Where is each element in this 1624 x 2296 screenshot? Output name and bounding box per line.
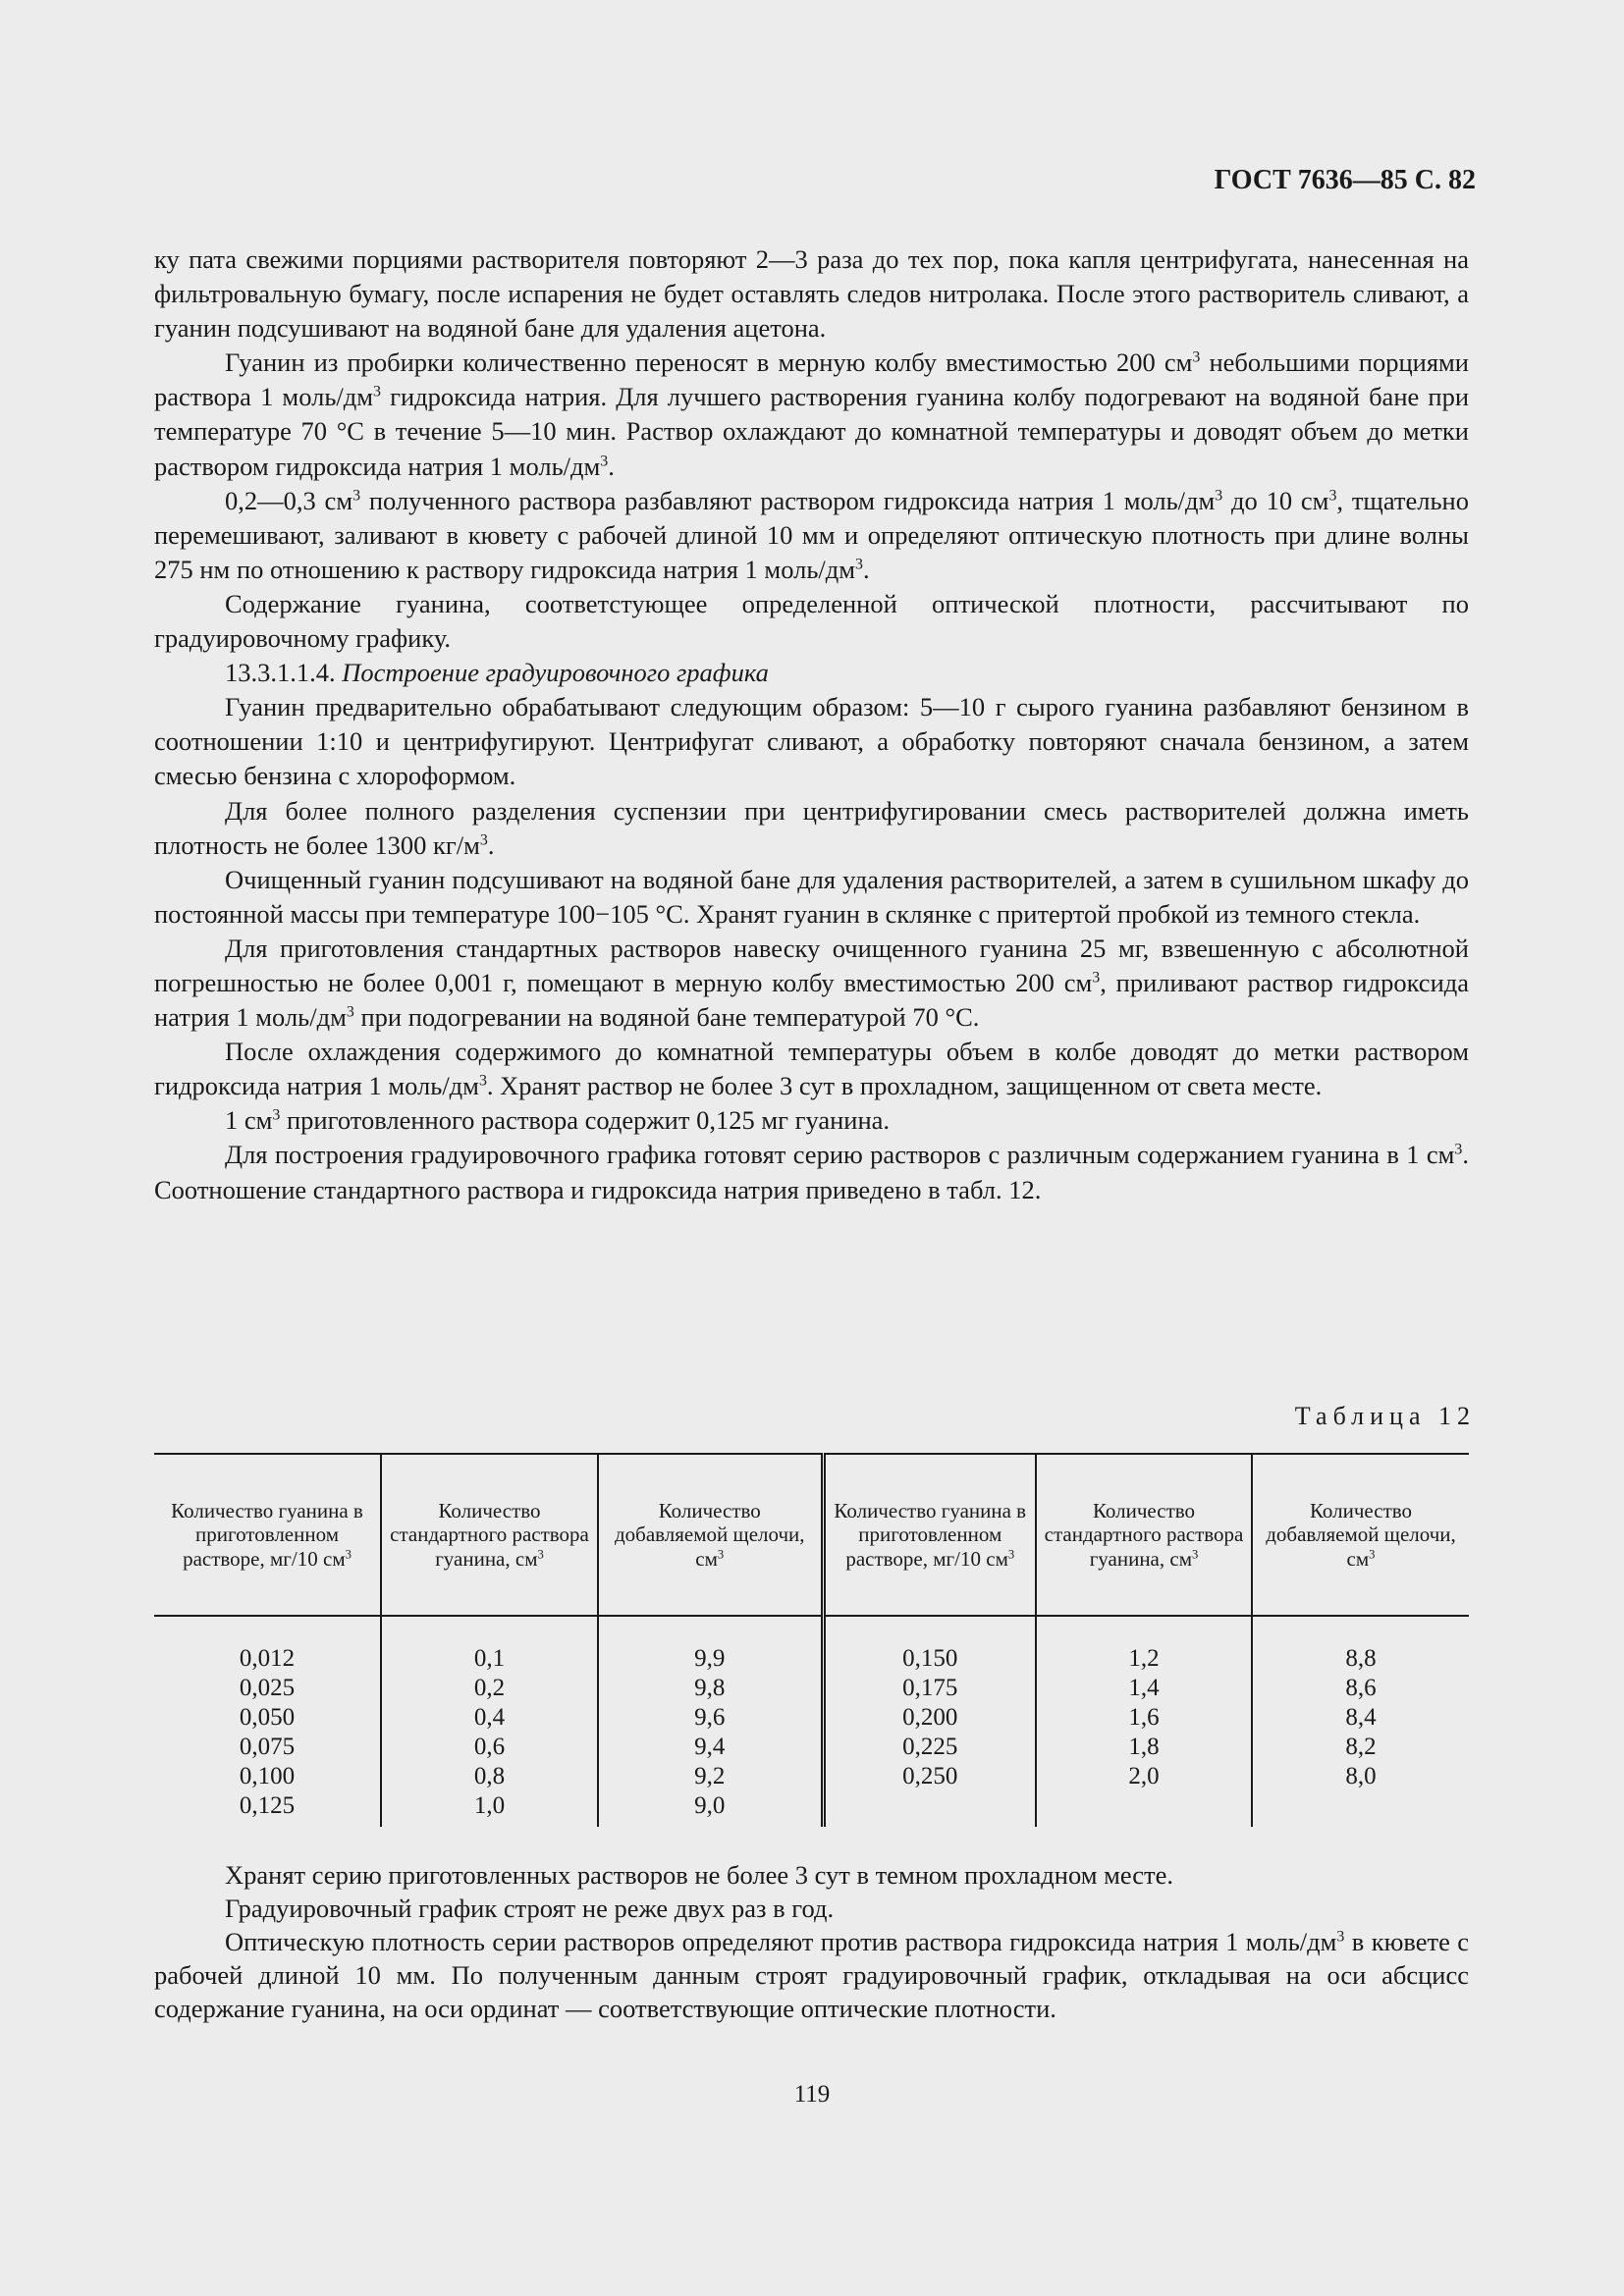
paragraph (154, 1925, 1469, 2025)
text-run: Градуировочный график строят не реже двух раз в год. (225, 1894, 835, 1923)
superscript: 3 (1192, 348, 1201, 366)
table-12 (154, 1453, 1469, 1827)
text-run: ку пата свежими порциями растворителя повторяют 2—3 раза до тех пор, пока капля центрифугата, нанесенная на фильтровальную бумагу, после испарения не будет оставлять следов нитролака. После этого растворитель сливают, а гуанин подсушивают на водяной бане для удаления ацетона. (154, 244, 1469, 344)
text-run: при подогревании на водяной бане температурой 70 °С. (353, 1002, 980, 1033)
superscript: 3 (855, 556, 863, 573)
superscript: 3 (479, 831, 488, 849)
text-run: в кювете с рабочей длиной 10 мм. По полученным данным строят градуировочный график, откладывая на оси абсцисс содержание гуанина, на оси ординат — соответствующие оптические плотности. (154, 1927, 1469, 2023)
text-run: Построение градуировочного графика (342, 658, 769, 688)
text-run: 13.3.1.1.4. (225, 658, 343, 688)
table-header-row (154, 1454, 1469, 1616)
header-cell: Количество добавляемой щелочи, $см^3$ (1252, 1454, 1469, 1616)
table-cell: 8,8 8,6 8,4 8,2 8,0 (1345, 1645, 1377, 1789)
text-run: После охлаждения содержимого до комнатной температуры объем в колбе доводят до метки раствором гидроксида натрия 1 моль/дм (154, 1037, 1469, 1101)
table-cell: 1,2 1,4 1,6 1,8 2,0 (1036, 1616, 1252, 1827)
superscript: 3 (478, 1072, 487, 1090)
paragraph (154, 1138, 1469, 1206)
text-run: Для построения градуировочного графика готовят серию растворов с различным содержанием гуанина в 1 см (225, 1140, 1455, 1170)
text-run: небольшими порциями раствора 1 моль/дм (154, 347, 1469, 412)
text-run: . (487, 829, 495, 860)
superscript: 3 (1215, 487, 1223, 505)
table-caption: Таблица 12 (1294, 1402, 1476, 1430)
table-cell: 9,9 9,8 9,6 9,4 9,2 9,0 (598, 1616, 823, 1827)
text-run: . (608, 451, 615, 481)
text-run: . Соотношение стандартного раствора и гидроксида натрия приведено в табл. 12. (154, 1140, 1469, 1204)
superscript: 3 (352, 487, 361, 505)
table-cell: 0,012 0,025 0,050 0,075 0,100 0,125 (154, 1616, 381, 1827)
paragraph (154, 794, 1469, 863)
text-run: Содержание гуанина, соответстующее определенной оптической плотности, рассчитывают по градуировочному графику. (154, 588, 1469, 654)
text-run: . (862, 554, 870, 584)
paragraph (154, 242, 1469, 346)
body-text (154, 242, 1469, 1207)
table-row (154, 1616, 1469, 1827)
table-cell: 0,150 0,175 0,200 0,225 0,250 (823, 1616, 1036, 1827)
header-cell: Количество гуанина в приготовленном растворе, мг/10 $см^3$ (823, 1454, 1036, 1616)
text-run: Для более полного разделения суспензии при центрифугировании смесь растворителей должна иметь плотность не более 1300 кг/м (154, 795, 1469, 860)
text-run: Гуанин из пробирки количественно переносят в мерную колбу вместимостью 200 см (225, 347, 1193, 378)
paragraph (154, 1035, 1469, 1103)
superscript: 3 (1092, 969, 1101, 987)
text-run: гидроксида натрия. Для лучшего растворения гуанина колбу подогревают на водяной бане при температуре 70 °С в течение 5—10 мин. Раствор охлаждают до комнатной температуры и доводят объем до метки раствором гидроксида натрия 1 моль/дм (154, 382, 1469, 481)
paragraph (154, 863, 1469, 932)
paragraph (154, 656, 1469, 690)
table-cell: 0,1 0,2 0,4 0,6 0,8 1,0 (381, 1616, 598, 1827)
text-run: до 10 см (1222, 485, 1329, 515)
text-run: приготовленного раствора содержит 0,125 мг гуанина. (280, 1105, 891, 1136)
superscript: 3 (373, 383, 381, 400)
page-header: ГОСТ 7636—85 С. 82 (1214, 165, 1476, 195)
superscript: 3 (1336, 1928, 1345, 1946)
text-run: 0,2—0,3 см (225, 485, 353, 515)
text-run: , приливают раствор гидроксида натрия 1 моль/дм (154, 967, 1469, 1033)
superscript: 3 (1454, 1141, 1463, 1158)
superscript: 3 (346, 1003, 354, 1021)
text-run: Оптическую плотность серии растворов определяют против раствора гидроксида натрия 1 моль/дм (225, 1927, 1337, 1956)
text-run: Очищенный гуанин подсушивают на водяной бане для удаления растворителей, а затем в сушильном шкафу до постоянной массы при температуре 100−105 °С. Хранят гуанин в склянке с притертой пробкой из темного стекла. (154, 864, 1469, 929)
text-run: Гуанин предварительно обрабатывают следующим образом: 5—10 г сырого гуанина разбавляют бензином в соотношении 1:10 и центрифугируют. Центрифугат сливают, а обработку повторяют сначала бензином, а затем смесью бензина с хлороформом. (154, 692, 1469, 791)
header-cell: Количество добавляемой щелочи, $см^3$ (598, 1454, 823, 1616)
paragraph (154, 690, 1469, 793)
text-run: Для приготовления стандартных растворов навеску очищенного гуанина 25 мг, взвешенную с абсолютной погрешностью не более 0,001 г, помещают в мерную колбу вместимостью 200 см (154, 933, 1469, 997)
paragraph (154, 484, 1469, 587)
paragraph (154, 346, 1469, 483)
paragraph (154, 1892, 1469, 1925)
text-run: Хранят серию приготовленных растворов не более 3 сут в темном прохладном месте. (225, 1860, 1174, 1890)
header-cell: Количество стандартного раствора гуанина, $см^3$ (381, 1454, 598, 1616)
text-run: полученного раствора разбавляют раствором гидроксида натрия 1 моль/дм (360, 485, 1216, 515)
text-run: 1 см (225, 1105, 273, 1136)
superscript: 3 (1328, 487, 1337, 505)
header-cell: Количество гуанина в приготовленном растворе, мг/10 $см^3$ (154, 1454, 381, 1616)
text-run: . Хранят раствор не более 3 сут в прохладном, защищенном от света месте. (486, 1071, 1323, 1101)
superscript: 3 (272, 1106, 281, 1124)
page-number: 119 (793, 2081, 831, 2108)
paragraph (154, 587, 1469, 656)
text-run: , тщательно перемешивают, заливают в кювету с рабочей длиной 10 мм и определяют оптическую плотность при длине волны 275 нм по отношению к раствору гидроксида натрия 1 моль/дм (154, 485, 1469, 584)
header-cell: Количество стандартного раствора гуанина, $см^3$ (1036, 1454, 1252, 1616)
paragraph (154, 932, 1469, 1035)
paragraph (154, 1858, 1469, 1892)
after-table-text (154, 1858, 1469, 2025)
superscript: 3 (600, 453, 609, 470)
paragraph (154, 1103, 1469, 1138)
